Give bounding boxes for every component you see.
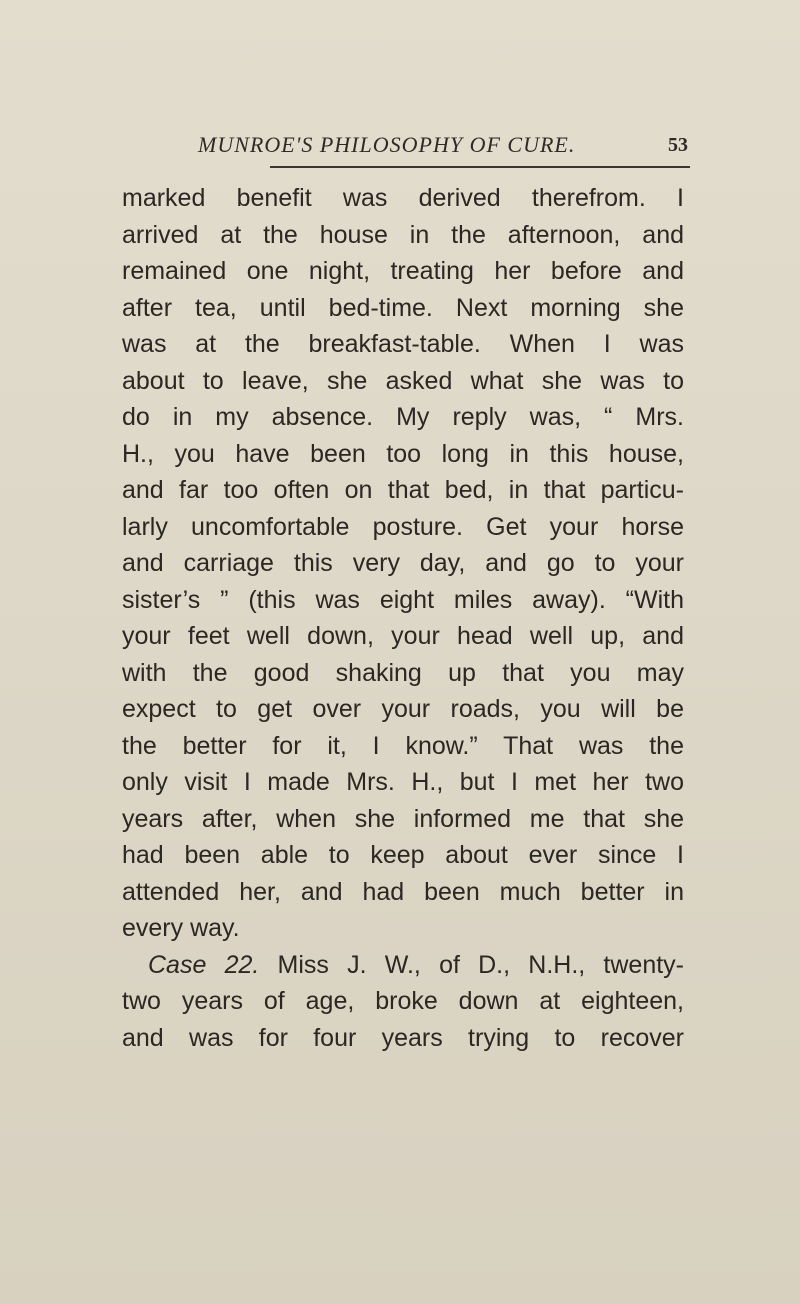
text-line: only visit I made Mrs. H., but I met her two	[122, 768, 684, 796]
text-line: every way.	[122, 914, 240, 942]
text-line: marked benefit was derived therefrom. I	[122, 184, 684, 212]
text-line: your feet well down, your head well up, and	[122, 622, 684, 650]
case-first-line	[122, 947, 684, 984]
running-head	[198, 132, 698, 162]
text-line: after tea, until bed-time. Next morning she	[122, 293, 684, 322]
text-line: two years of age, broke down at eighteen,	[122, 987, 684, 1015]
text-line: sister’s ” (this was eight miles away). “With	[122, 585, 684, 614]
text-line: larly uncomfortable posture. Get your horse	[122, 512, 684, 541]
text-line: had been able to keep about ever since I	[122, 841, 684, 869]
text-line: expect to get over your roads, you will be	[122, 695, 684, 723]
text-line: about to leave, she asked what she was to	[122, 366, 684, 395]
text-line: the better for it, I know.” That was the	[122, 731, 684, 760]
header-rule	[270, 166, 690, 168]
text-line: with the good shaking up that you may	[122, 658, 684, 687]
text-line: remained one night, treating her before and	[122, 257, 684, 285]
text-line: was at the breakfast-table. When I was	[122, 330, 684, 358]
body-text	[122, 180, 684, 1056]
text-line: arrived at the house in the afternoon, and	[122, 220, 684, 249]
text-line: and carriage this very day, and go to your	[122, 549, 684, 577]
text-line: H., you have been too long in this house,	[122, 439, 684, 468]
text-line: do in my absence. My reply was, “ Mrs.	[122, 403, 684, 431]
page-number: 53	[668, 134, 688, 156]
case-line-text: Miss J. W., of D., N.H., twenty-	[277, 950, 684, 979]
case-label: Case 22.	[148, 950, 260, 979]
text-line: years after, when she informed me that she	[122, 804, 684, 833]
running-title: MUNROE'S PHILOSOPHY OF CURE.	[198, 132, 576, 157]
text-line: and was for four years trying to recover	[122, 1023, 684, 1052]
text-line: and far too often on that bed, in that particu-	[122, 476, 684, 504]
text-line: attended her, and had been much better in	[122, 877, 684, 906]
